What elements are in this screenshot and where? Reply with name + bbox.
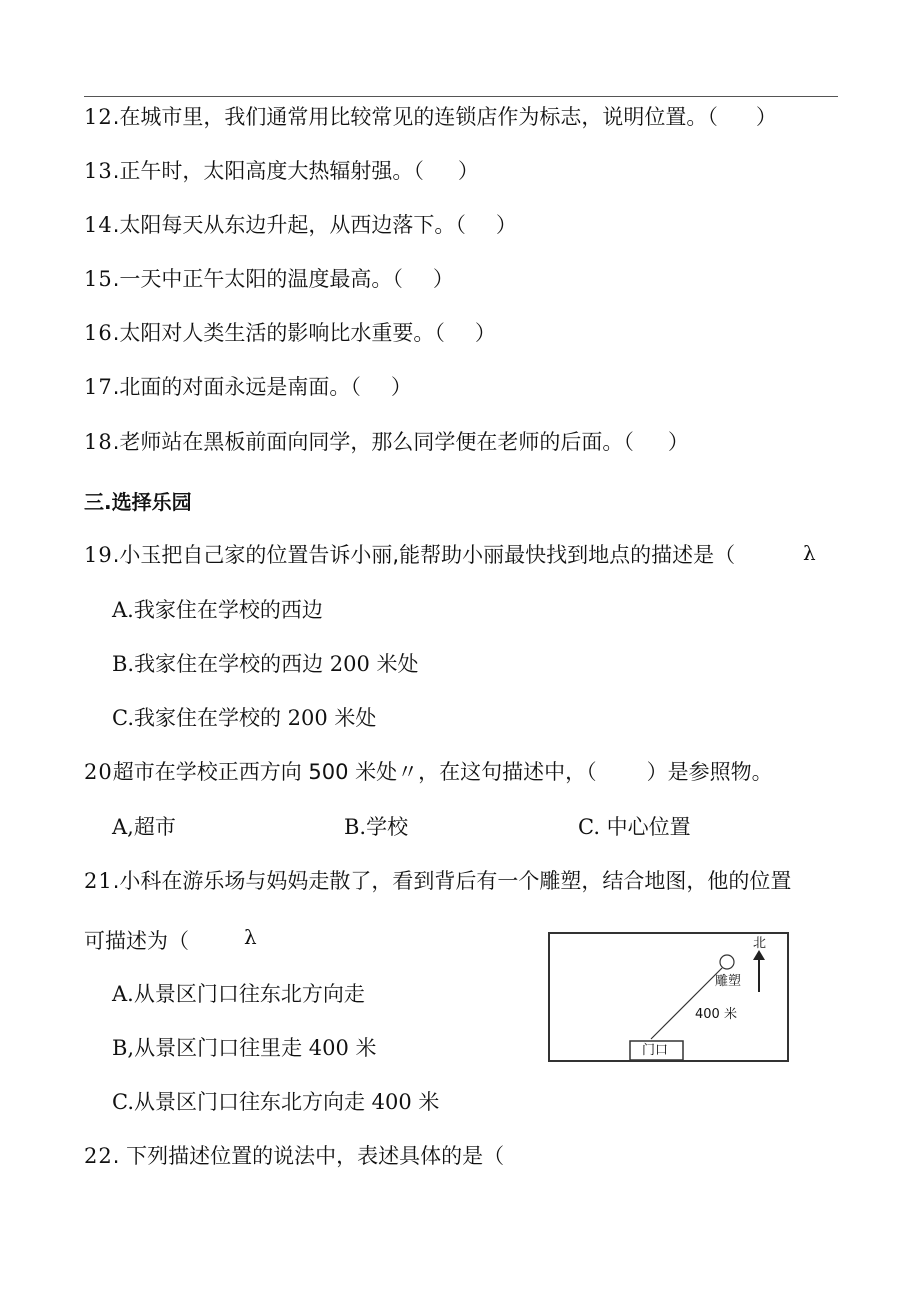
map-drawing — [550, 934, 787, 1060]
question-13: 13.正午时，太阳高度大热辐射强。（ ） — [84, 159, 479, 183]
question-18: 18.老师站在黑板前面向同学，那么同学便在老师的后面。（ ） — [84, 430, 689, 454]
north-label: 北 — [753, 936, 767, 951]
option-20-a: A,超市 — [112, 815, 176, 839]
question-15: 15.一天中正午太阳的温度最高。（ ） — [84, 267, 454, 291]
option-21-a: A.从景区门口往东北方向走 — [112, 982, 365, 1006]
section-title: 三.选择乐园 — [84, 490, 192, 514]
answer-mark: λ — [244, 925, 257, 949]
option-20-c: C. 中心位置 — [578, 815, 691, 839]
option-19-c: C.我家住在学校的 200 米处 — [112, 706, 377, 730]
north-arrowhead — [753, 950, 765, 960]
question-12: 12.在城市里，我们通常用比较常见的连锁店作为标志，说明位置。（ ） — [84, 105, 777, 129]
option-21-c: C.从景区门口往东北方向走 400 米 — [112, 1090, 440, 1114]
question-19: 19.小玉把自己家的位置告诉小丽,能帮助小丽最快找到地点的描述是（ — [84, 543, 736, 567]
answer-mark: λ — [803, 541, 816, 565]
gate-label: 门口 — [642, 1043, 669, 1058]
statue-marker — [720, 955, 734, 969]
path-line — [651, 968, 722, 1039]
option-19-a: A.我家住在学校的西边 — [112, 598, 323, 622]
question-14: 14.太阳每天从东边升起，从西边落下。（ ） — [84, 213, 517, 237]
distance-label: 400 米 — [695, 1007, 737, 1022]
option-20-b: B.学校 — [344, 815, 409, 839]
top-rule — [84, 96, 838, 97]
question-20: 20超市在学校正西方向 500 米处〃，在这句描述中，（ ）是参照物。 — [84, 760, 773, 784]
option-21-b: B,从景区门口往里走 400 米 — [112, 1036, 377, 1060]
question-16: 16.太阳对人类生活的影响比水重要。（ ） — [84, 321, 496, 345]
question-17: 17.北面的对面永远是南面。（ ） — [84, 375, 412, 399]
question-21: 21.小科在游乐场与妈妈走散了，看到背后有一个雕塑，结合地图，他的位置 — [84, 869, 792, 893]
statue-label: 雕塑 — [715, 974, 742, 989]
question-22: 22. 下列描述位置的说法中，表述具体的是（ — [84, 1144, 505, 1168]
question-21-continued: 可描述为（ — [84, 929, 189, 953]
option-19-b: B.我家住在学校的西边 200 米处 — [112, 652, 419, 676]
park-map — [548, 932, 789, 1062]
